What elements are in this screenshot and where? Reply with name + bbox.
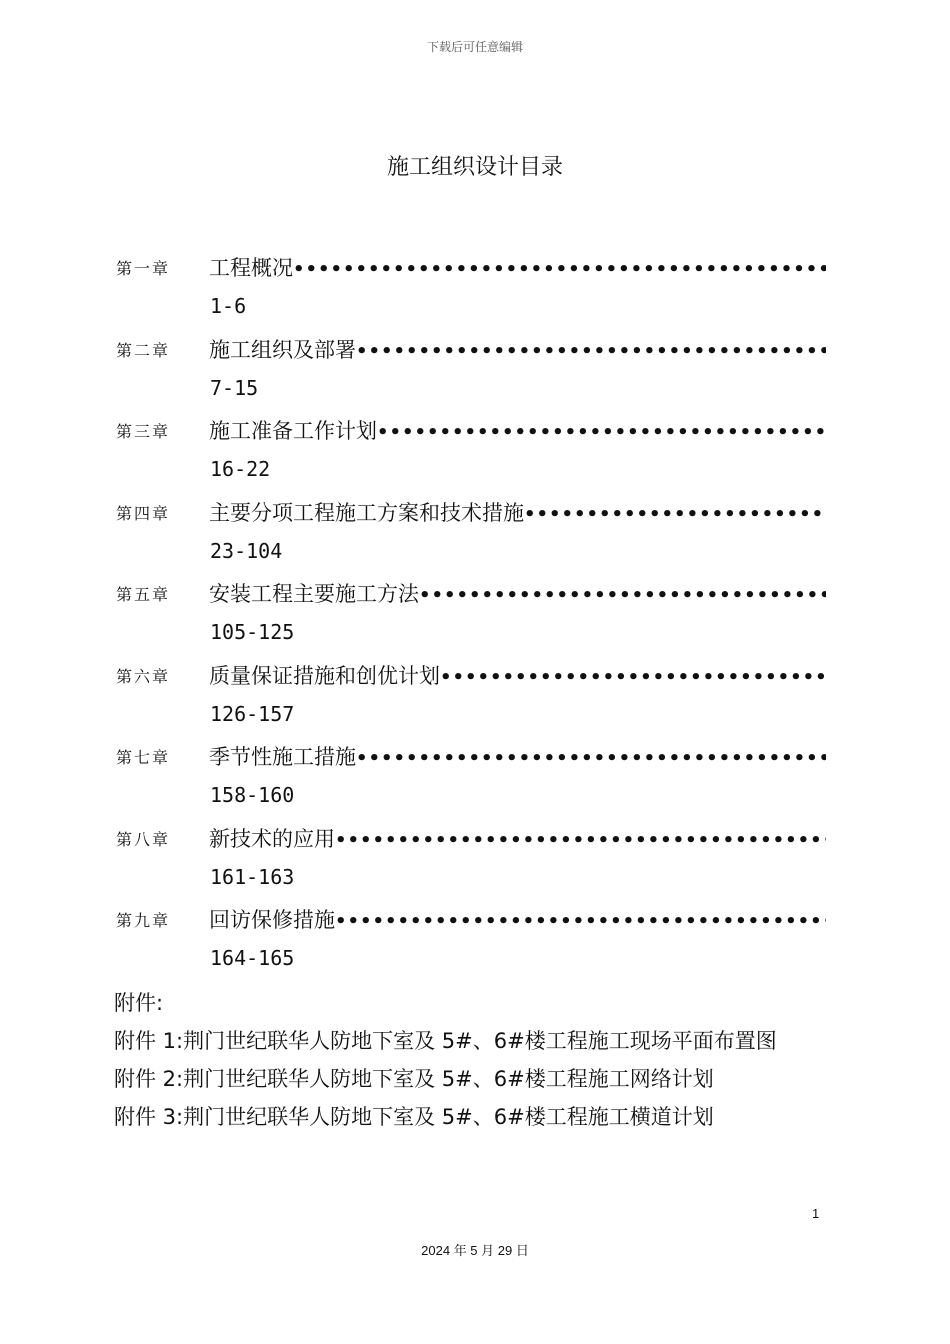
chapter-number: 第五章 [116, 585, 171, 604]
chapter-line [209, 252, 826, 282]
toc-entry [116, 902, 826, 984]
chapter-pages: 105-125 [210, 620, 295, 644]
chapter-pages: 164-165 [210, 946, 295, 970]
chapter-title: 新技术的应用 [209, 826, 335, 851]
chapter-pages: 126-157 [210, 701, 295, 726]
toc-entry [116, 658, 826, 740]
chapter-title: 施工准备工作计划 [209, 419, 377, 443]
dot-leader [419, 585, 826, 606]
chapter-title: 质量保证措施和创优计划 [209, 663, 440, 688]
document-title: 施工组织设计目录 [386, 155, 563, 180]
attachment-item: 附件 1:荆门世纪联华人防地下室及 5#、6#楼工程施工现场平面布置图 [114, 1029, 777, 1053]
chapter-number: 第二章 [116, 340, 171, 360]
chapter-number: 第九章 [116, 911, 171, 930]
chapter-line [209, 578, 826, 608]
footer-date: 2024 年 5 月 29 日 [421, 1243, 529, 1258]
chapter-number: 第四章 [116, 503, 171, 523]
header-note: 下载后可任意编辑 [426, 40, 523, 54]
dot-leader [335, 911, 826, 932]
table-of-contents [116, 250, 826, 984]
attachments-heading: 附件: [114, 991, 164, 1015]
toc-entry [116, 576, 826, 658]
toc-entry [116, 495, 826, 577]
chapter-line [209, 660, 826, 690]
dot-leader [377, 422, 826, 443]
toc-entry [116, 332, 826, 414]
attachment-item: 附件 2:荆门世纪联华人防地下室及 5#、6#楼工程施工网络计划 [114, 1067, 714, 1091]
chapter-title: 主要分项工程施工方案和技术措施 [209, 500, 524, 525]
chapter-line [209, 741, 826, 771]
dot-leader [356, 748, 826, 769]
attachments-section [114, 984, 834, 1136]
chapter-number: 第八章 [116, 829, 171, 849]
chapter-line [209, 497, 826, 527]
dot-leader [356, 341, 826, 362]
toc-entry [116, 821, 826, 903]
toc-entry [116, 250, 826, 332]
chapter-pages: 7-15 [210, 375, 259, 400]
chapter-line [209, 334, 826, 364]
dot-leader [335, 830, 826, 851]
chapter-number: 第三章 [116, 422, 171, 441]
dot-leader [524, 504, 826, 525]
chapter-number: 第七章 [116, 748, 171, 767]
attachment-item: 附件 3:荆门世纪联华人防地下室及 5#、6#楼工程施工横道计划 [114, 1105, 714, 1129]
chapter-title: 安装工程主要施工方法 [209, 582, 419, 606]
chapter-pages: 161-163 [210, 864, 295, 889]
chapter-number: 第一章 [116, 259, 171, 278]
chapter-pages: 23-104 [210, 538, 283, 563]
chapter-number: 第六章 [116, 666, 171, 686]
chapter-pages: 158-160 [210, 783, 295, 807]
chapter-title: 工程概况 [209, 256, 293, 280]
toc-entry [116, 739, 826, 821]
chapter-line [209, 823, 826, 853]
chapter-title: 季节性施工措施 [209, 745, 356, 769]
chapter-pages: 16-22 [210, 457, 271, 481]
chapter-title: 施工组织及部署 [209, 337, 356, 362]
toc-entry [116, 413, 826, 495]
chapter-line [209, 415, 826, 445]
chapter-line [209, 904, 826, 934]
chapter-title: 回访保修措施 [209, 908, 335, 932]
page-number: 1 [812, 1206, 820, 1221]
dot-leader [440, 667, 826, 688]
chapter-pages: 1-6 [210, 294, 247, 318]
dot-leader [293, 259, 826, 280]
